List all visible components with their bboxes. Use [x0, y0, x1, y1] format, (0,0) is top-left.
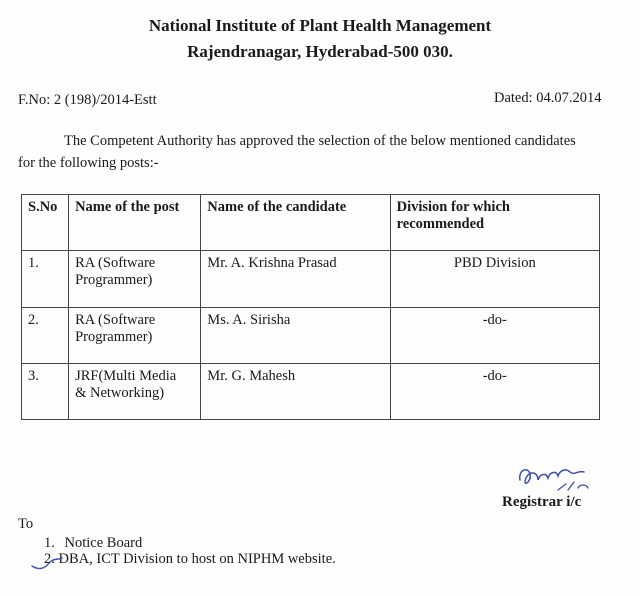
distribution-item: [44, 535, 142, 552]
distribution-item-number: 2.: [44, 551, 55, 567]
row-division: -do-: [390, 308, 599, 364]
header-division-line-1: Division for which: [396, 199, 510, 215]
row-post: [69, 364, 201, 420]
row-post-line-1: RA (Software: [75, 255, 156, 271]
header-division: [390, 195, 599, 251]
file-number: F.No: 2 (198)/2014-Estt: [18, 92, 157, 108]
body-line-1: The Competent Authority has approved the selection of the below mentioned candidates: [64, 133, 576, 149]
handwritten-tick-mark: [30, 556, 64, 572]
row-division: -do-: [390, 364, 599, 420]
table-row: [22, 308, 600, 364]
date: Dated: 04.07.2014: [494, 90, 602, 106]
distribution-item-text: Notice Board: [64, 535, 143, 551]
row-post-line-2: Programmer): [75, 329, 153, 345]
institute-address: Rajendranagar, Hyderabad-500 030.: [187, 42, 453, 61]
row-post: [69, 308, 201, 364]
row-candidate: Ms. A. Sirisha: [201, 308, 390, 364]
row-division: PBD Division: [390, 251, 599, 308]
distribution-item: [44, 551, 336, 568]
header-sno: S.No: [22, 195, 69, 251]
row-post: [69, 251, 201, 308]
row-sno: 2.: [22, 308, 69, 364]
table-header-row: [22, 195, 600, 251]
distribution-item-number: 1.: [44, 535, 55, 551]
row-sno: 1.: [22, 251, 69, 308]
row-candidate: Mr. A. Krishna Prasad: [201, 251, 390, 308]
row-post-line-2: Programmer): [75, 272, 153, 288]
selection-table: [21, 194, 600, 420]
table-row: [22, 364, 600, 420]
distribution-item-text: DBA, ICT Division to host on NIPHM website.: [58, 551, 336, 567]
row-post-line-2: & Networking): [75, 385, 165, 401]
row-post-line-1: JRF(Multi Media: [75, 368, 177, 384]
row-post-line-1: RA (Software: [75, 312, 156, 328]
header-division-line-2: recommended: [396, 216, 485, 232]
institute-name: National Institute of Plant Health Management: [148, 16, 492, 35]
table-row: [22, 251, 600, 308]
row-candidate: Mr. G. Mahesh: [201, 364, 390, 420]
header-candidate: Name of the candidate: [201, 195, 390, 251]
registrar-designation: Registrar i/c: [502, 494, 582, 510]
body-line-2: for the following posts:-: [18, 155, 159, 171]
row-sno: 3.: [22, 364, 69, 420]
distribution-to: To: [18, 516, 34, 532]
header-post: Name of the post: [69, 195, 201, 251]
